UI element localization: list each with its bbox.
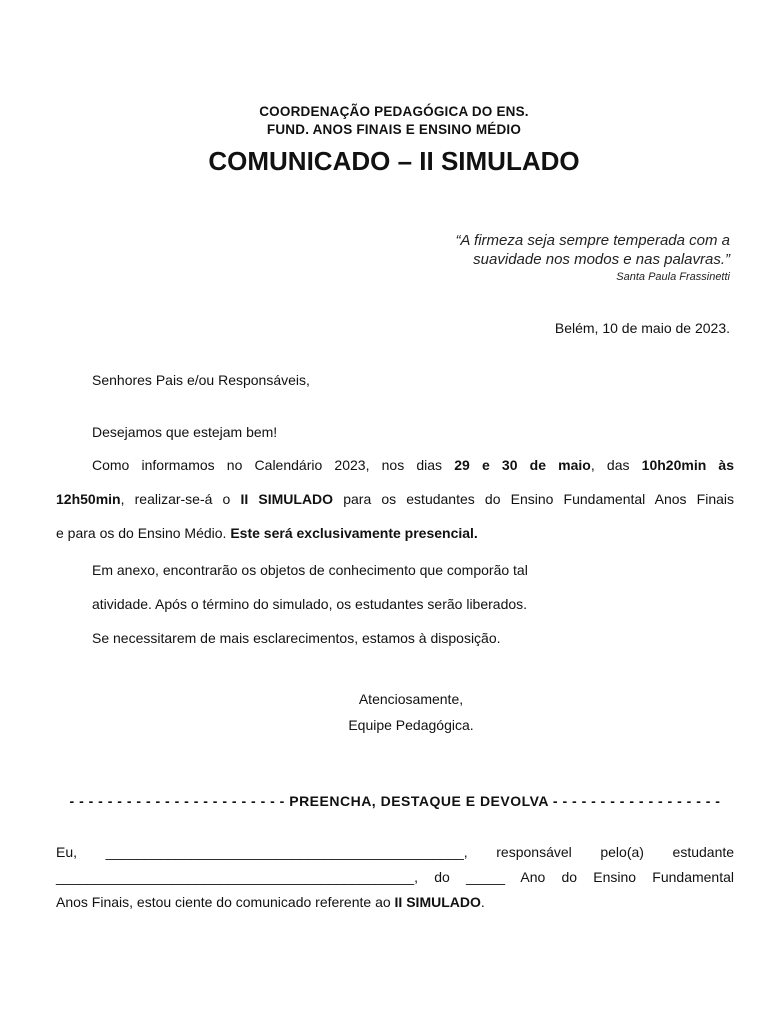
closing-signature: Equipe Pedagógica. <box>348 717 474 733</box>
form-student-name-blank[interactable]: ______________________________________________, <box>56 869 419 885</box>
p1-text-a: Como informamos no Calendário 2023, nos dias <box>92 457 443 473</box>
form-line-1 <box>56 844 734 860</box>
letter-date: Belém, 10 de maio de 2023. <box>554 320 730 336</box>
form-text-pelo: pelo(a) <box>600 844 644 860</box>
p1-start-time: 10h20min às <box>641 457 734 473</box>
paragraph-1-line-2 <box>56 491 734 507</box>
p1-dates: 29 e 30 de maio <box>454 457 591 473</box>
quote-line-2: suavidade nos modos e nas palavras.” <box>473 251 730 268</box>
header-line-2: FUND. ANOS FINAIS E ENSINO MÉDIO <box>266 122 522 137</box>
closing-line-1: Atenciosamente, <box>358 691 464 707</box>
form-text-ano: Ano do Ensino Fundamental <box>520 869 734 885</box>
p1-text-b: , realizar-se-á o <box>120 491 231 507</box>
form-grade-blank[interactable]: _____ <box>466 869 505 885</box>
cut-line-dashes-right: - - - - - - - - - - - - - - - - - - <box>552 793 721 809</box>
cut-line-label: PREENCHA, DESTAQUE E DEVOLVA <box>289 793 549 809</box>
greeting: Desejamos que estejam bem! <box>92 424 278 440</box>
paragraph-1-line-3 <box>56 525 478 541</box>
paragraph-3: Se necessitarem de mais esclarecimentos, estamos à disposição. <box>92 630 501 646</box>
p1-text-c: , das <box>590 457 630 473</box>
quote-line-1: “A firmeza seja sempre temperada com a <box>455 232 730 249</box>
cut-line-dashes-left: - - - - - - - - - - - - - - - - - - - - - - - <box>69 793 285 809</box>
paragraph-2-line-1: Em anexo, encontrarão os objetos de conhecimento que comporão tal <box>92 562 528 578</box>
p1-exam-name: II SIMULADO <box>240 491 334 507</box>
form-text-responsavel: responsável <box>496 844 572 860</box>
document-title: COMUNICADO – II SIMULADO <box>208 146 580 176</box>
salutation: Senhores Pais e/ou Responsáveis, <box>92 372 310 388</box>
paragraph-2-line-2: atividade. Após o término do simulado, os estudantes serão liberados. <box>92 596 528 612</box>
form-text-estudante: estudante <box>672 844 735 860</box>
p1-presencial-note: Este será exclusivamente presencial. <box>230 525 478 541</box>
p1-text-d: para os estudantes do Ensino Fundamental Anos Finais <box>343 491 735 507</box>
form-text-do: do <box>434 869 450 885</box>
form-text-eu: Eu, <box>56 844 78 860</box>
p1-text-e: e para os do Ensino Médio. <box>56 525 227 541</box>
form-line-3 <box>56 894 485 910</box>
paragraph-1-line-1 <box>92 457 734 473</box>
p1-end-time: 12h50min <box>56 491 121 507</box>
cut-line <box>56 793 734 809</box>
form-exam-name: II SIMULADO <box>394 894 481 910</box>
form-text-ciente: Anos Finais, estou ciente do comunicado referente ao <box>56 894 391 910</box>
form-period: . <box>480 894 485 910</box>
quote-author: Santa Paula Frassinetti <box>616 271 730 283</box>
header-line-1: COORDENAÇÃO PEDAGÓGICA DO ENS. <box>259 104 529 119</box>
form-guardian-name-blank[interactable]: ______________________________________________, <box>105 844 468 860</box>
form-line-2 <box>56 869 734 885</box>
